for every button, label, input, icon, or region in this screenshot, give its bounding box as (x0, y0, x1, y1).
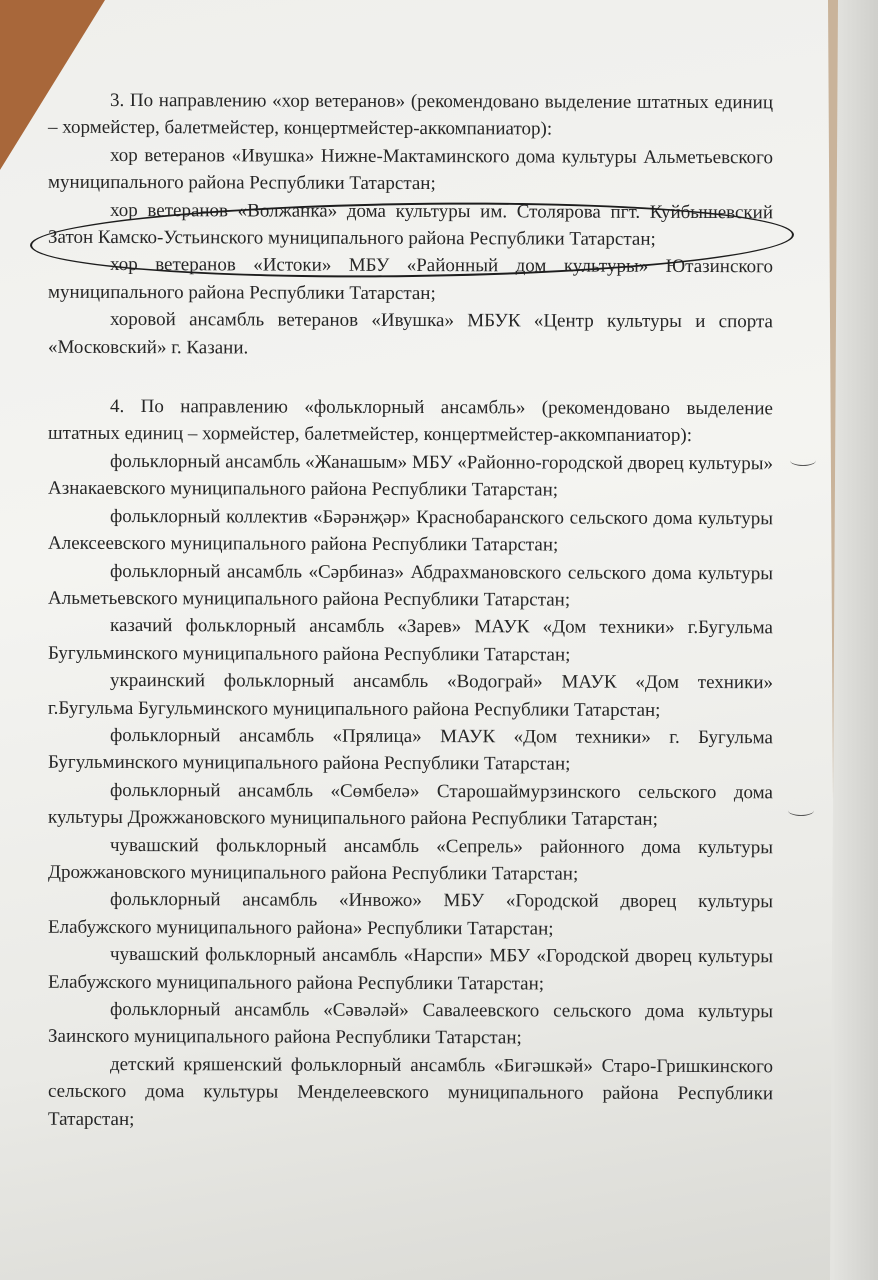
pen-mark (788, 805, 814, 816)
list-item: фольклорный ансамбль «Сәвәләй» Савалеевского сельского дома культуры Заинского муниципального района Республики Татарстан; (48, 998, 773, 1049)
list-item: фольклорный ансамбль «Прялица» МАУК «Дом техники» г. Бугульма Бугульминского муниципального района Республики Татарстан; (48, 724, 773, 775)
list-item: казачий фольклорный ансамбль «Зарев» МАУК «Дом техники» г.Бугульма Бугульминского муниципального района Республики Татарстан; (48, 615, 773, 666)
list-item: фольклорный ансамбль «Сөмбелә» Старошаймурзинского сельского дома культуры Дрожжановского муниципального района Республики Татарстан; (48, 779, 773, 831)
list-item: чувашский фольклорный ансамбль «Сепрель» районного дома культуры Дрожжановского муниципального района Республики Татарстан; (48, 834, 773, 885)
pen-mark (790, 455, 816, 466)
list-item-circled: хор ветеранов «Волжанка» дома культуры им. Столярова пгт. Куйбышевский Затон Камско-Устьинского муниципального района Республики Татарстан; (48, 199, 773, 250)
list-item: фольклорный ансамбль «Инвожо» МБУ «Городской дворец культуры Елабужского муниципального района» Республики Татарстан; (48, 889, 773, 940)
list-item: фольклорный ансамбль «Жанашым» МБУ «Районно-городской дворец культуры» Азнакаевского муниципального района Республики Татарстан; (48, 450, 773, 501)
list-item: чувашский фольклорный ансамбль «Нарспи» МБУ «Городской дворец культуры Елабужского муниципального района Республики Татарстан; (48, 944, 773, 995)
list-item: детский кряшенский фольклорный ансамбль «Бигәшкәй» Старо-Гришкинского сельского дома культуры Менделеевского муниципального района Республики Татарстан; (48, 1053, 773, 1130)
list-item: украинский фольклорный ансамбль «Водограй» МАУК «Дом техники» г.Бугульма Бугульминского муниципального района Республики Татарстан; (48, 670, 773, 721)
page-edge (828, 0, 878, 1280)
section-3-heading: 3. По направлению «хор ветеранов» (рекомендовано выделение штатных единиц – хормейстер, балетмейстер, концертмейстер-аккомпаниатор): (48, 89, 773, 140)
list-item: хор ветеранов «Ивушка» Нижне-Мактаминского дома культуры Альметьевского муниципального района Республики Татарстан; (48, 144, 773, 195)
list-item: хоровой ансамбль ветеранов «Ивушка» МБУК «Центр культуры и спорта «Московский» г. Казани. (48, 309, 773, 359)
section-4-heading: 4. По направлению «фольклорный ансамбль» (рекомендовано выделение штатных единиц – хормейстер, балетмейстер, концертмейстер-аккомпаниатор): (48, 396, 773, 447)
section-gap (48, 361, 773, 396)
list-item: фольклорный коллектив «Бәрәнҗәр» Краснобаранского сельского дома культуры Алексеевского муниципального района Республики Татарстан; (48, 505, 773, 556)
list-item: хор ветеранов «Истоки» МБУ «Районный дом культуры» Ютазинского муниципального района Республики Татарстан; (48, 254, 773, 304)
list-item: фольклорный ансамбль «Сәрбиназ» Абдрахмановского сельского дома культуры Альметьевского муниципального района Республики Татарстан; (48, 560, 773, 611)
